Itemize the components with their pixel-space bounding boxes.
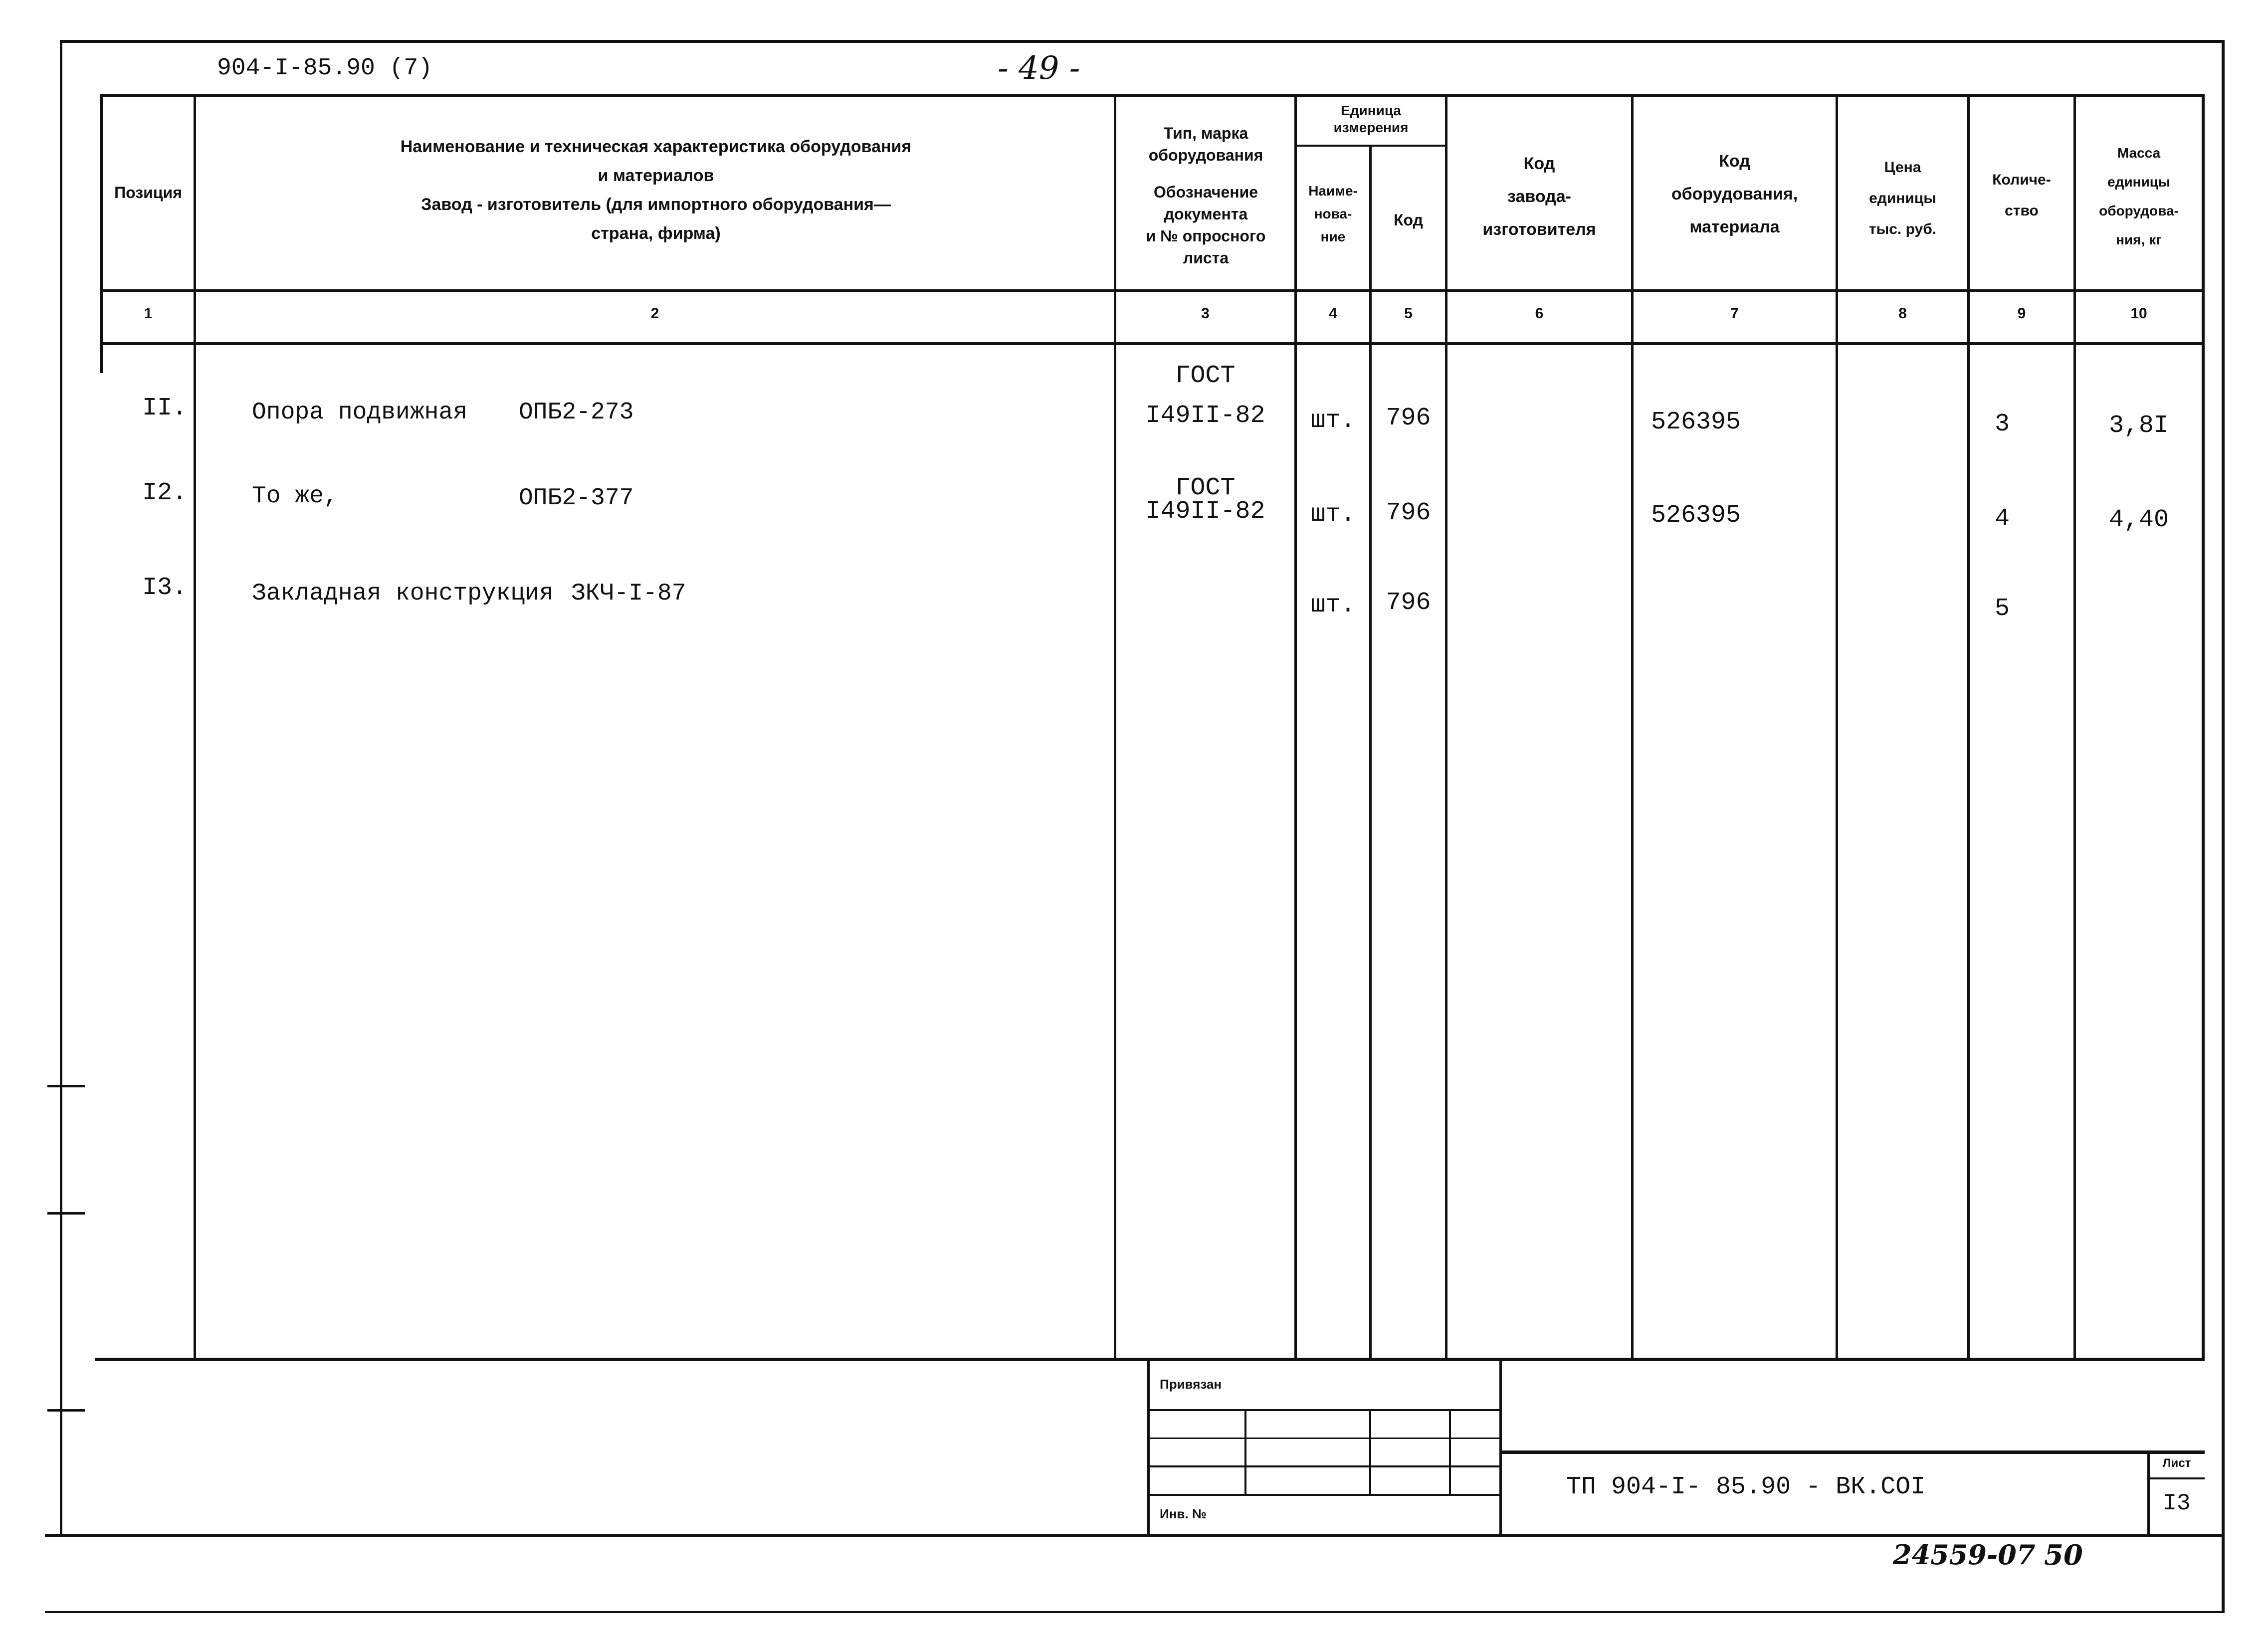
- column-number-10: 10: [2130, 305, 2147, 322]
- header-name: [197, 132, 1115, 248]
- binding-tick-1: [47, 1085, 85, 1087]
- numbers-separator: [100, 342, 2205, 345]
- row-2-name: То же,: [252, 483, 338, 510]
- stamp-grid-left: [1147, 1359, 1150, 1535]
- row-2-mass: 4,40: [2108, 506, 2169, 534]
- header-quantity-line1: Количе-: [1992, 172, 2051, 188]
- col-divider-5: [1445, 94, 1447, 1359]
- header-name-line1: Наименование и техническая характеристика оборудования: [400, 137, 912, 156]
- header-unit-code: Код: [1394, 211, 1423, 229]
- row-3-position: I3.: [142, 574, 188, 602]
- footer-page-number: 50: [2044, 1539, 2083, 1572]
- stamp-grid-h2: [1147, 1438, 1501, 1439]
- stamp-grid-h4: [1147, 1494, 1501, 1496]
- row-3-unit-code: 796: [1386, 589, 1431, 617]
- header-quantity: [1970, 165, 2073, 226]
- row-1-position: II.: [142, 394, 188, 422]
- row-2-doc-line2: I49II-82: [1145, 497, 1265, 526]
- row-1-name: Опора подвижная: [252, 399, 468, 426]
- stamp-attached-label: Привязан: [1160, 1377, 1222, 1392]
- row-2-quantity: 4: [1994, 505, 2010, 533]
- table-bottom-border: [95, 1358, 2205, 1361]
- header-factory-code-line3: изготовителя: [1482, 220, 1596, 239]
- header-price-line2: единицы: [1869, 190, 1936, 206]
- header-factory-code: [1447, 147, 1631, 246]
- stamp-sheet-divider: [2147, 1450, 2150, 1535]
- header-position: Позиция: [114, 184, 182, 202]
- frame-bottom-main: [45, 1534, 2225, 1537]
- col-divider-3: [1294, 94, 1297, 1359]
- col-divider-9: [2073, 94, 2076, 1359]
- header-doc-line3: и № опросного: [1146, 227, 1266, 245]
- row-2-unit-code: 796: [1386, 499, 1431, 527]
- col-divider-4: [1369, 145, 1372, 1359]
- header-mass-line3: оборудова-: [2099, 203, 2179, 218]
- header-unit-name-line1: Наиме-: [1308, 183, 1358, 199]
- row-3-unit: шт.: [1310, 591, 1356, 619]
- frame-top: [60, 40, 2225, 43]
- row-3-quantity: 5: [1994, 595, 2010, 623]
- column-number-4: 4: [1329, 305, 1337, 322]
- binding-tick-3: [47, 1409, 85, 1412]
- header-type-line1: Тип, марка: [1163, 124, 1248, 142]
- col-divider-8: [1967, 94, 1970, 1359]
- header-name-line3: Завод - изготовитель (для импортного оборудования—: [421, 195, 891, 214]
- stamp-grid-v2: [1369, 1409, 1371, 1494]
- header-mass: [2076, 139, 2202, 254]
- col-divider-7: [1836, 94, 1838, 1359]
- row-2-doc-line1: ГОСТ: [1175, 474, 1236, 502]
- row-2-position: I2.: [142, 479, 188, 507]
- unit-group-separator: [1295, 145, 1446, 147]
- row-3-mark: ЗКЧ-I-87: [571, 580, 686, 607]
- stamp-grid-h1: [1147, 1409, 1501, 1411]
- frame-right: [2222, 40, 2225, 1612]
- frame-left: [60, 40, 62, 1536]
- header-type: [1117, 122, 1294, 269]
- column-number-3: 3: [1201, 305, 1210, 322]
- document-code-top: 904-I-85.90 (7): [217, 55, 433, 82]
- row-1-mass: 3,8I: [2108, 412, 2169, 440]
- header-factory-code-line1: Код: [1523, 154, 1555, 173]
- header-price: [1838, 152, 1967, 245]
- header-equipment-code-line1: Код: [1719, 152, 1750, 171]
- stamp-grid-v1: [1244, 1409, 1246, 1494]
- header-doc-line4: листа: [1183, 249, 1229, 267]
- header-factory-code-line2: завода-: [1507, 187, 1571, 206]
- header-unit-name-line3: ние: [1320, 229, 1346, 244]
- header-name-line2: и материалов: [598, 166, 714, 185]
- row-1-quantity: 3: [1994, 410, 2010, 438]
- stamp-grid-h3: [1147, 1465, 1501, 1467]
- row-1-doc-line2: I49II-82: [1145, 402, 1265, 430]
- row-1-doc-line1: ГОСТ: [1175, 362, 1236, 390]
- col-divider-1: [194, 94, 196, 1359]
- binding-tick-2: [47, 1212, 85, 1215]
- row-2-equipment-code: 526395: [1651, 501, 1741, 530]
- header-mass-line1: Масса: [2117, 145, 2161, 161]
- row-1-equipment-code: 526395: [1651, 408, 1741, 436]
- stamp-grid-v3: [1449, 1409, 1451, 1494]
- header-name-line4: страна, фирма): [591, 224, 721, 243]
- stamp-designation: ТП 904-I- 85.90 - ВК.СОI: [1566, 1473, 1926, 1501]
- footer-archive-number: 24559-07: [1893, 1539, 2036, 1571]
- header-equipment-code-line2: оборудования,: [1671, 185, 1798, 204]
- header-separator: [100, 289, 2205, 292]
- header-price-line3: тыс. руб.: [1868, 221, 1937, 237]
- column-number-5: 5: [1404, 305, 1413, 322]
- row-1-unit: шт.: [1310, 407, 1356, 435]
- header-type-line2: оборудования: [1148, 146, 1263, 164]
- header-doc-line1: Обозначение: [1153, 183, 1258, 201]
- header-unit-group: [1297, 102, 1445, 136]
- header-unit-group-line1: Единица: [1341, 103, 1401, 118]
- table-left-border: [100, 94, 103, 373]
- header-equipment-code: [1634, 145, 1836, 243]
- header-equipment-code-line3: материала: [1689, 217, 1780, 236]
- column-number-1: 1: [144, 305, 153, 322]
- header-doc-line2: документа: [1164, 205, 1248, 223]
- row-1-mark: ОПБ2-273: [519, 399, 634, 426]
- header-mass-line2: единицы: [2107, 174, 2170, 190]
- header-unit-name: [1297, 180, 1369, 248]
- frame-bottom-outer: [45, 1611, 2225, 1613]
- column-number-6: 6: [1535, 305, 1544, 322]
- column-number-7: 7: [1730, 305, 1739, 322]
- header-unit-group-line2: измерения: [1333, 120, 1409, 135]
- stamp-grid-right: [1499, 1359, 1502, 1535]
- row-3-name: Закладная конструкция: [252, 580, 554, 607]
- header-price-line1: Цена: [1884, 159, 1921, 176]
- table-right-border: [2202, 94, 2205, 1361]
- column-number-2: 2: [650, 305, 659, 322]
- column-number-8: 8: [1898, 305, 1907, 322]
- row-2-unit: шт.: [1310, 500, 1356, 529]
- stamp-designation-top: [1499, 1450, 2205, 1454]
- row-1-unit-code: 796: [1386, 404, 1431, 432]
- column-number-9: 9: [2017, 305, 2026, 322]
- col-divider-6: [1631, 94, 1634, 1359]
- table-top-border: [100, 94, 2205, 97]
- stamp-sheet-separator: [2147, 1477, 2205, 1479]
- header-unit-name-line2: нова-: [1314, 206, 1352, 221]
- row-2-mark: ОПБ2-377: [519, 485, 634, 512]
- stamp-inventory-label: Инв. №: [1160, 1506, 1207, 1521]
- stamp-sheet-label: Лист: [2162, 1456, 2191, 1470]
- page-mark: - 49 -: [998, 50, 1080, 87]
- col-divider-2: [1114, 94, 1116, 1359]
- header-mass-line4: ния, кг: [2116, 232, 2162, 247]
- header-quantity-line2: ство: [2005, 203, 2039, 219]
- stamp-sheet-value: I3: [2163, 1490, 2191, 1516]
